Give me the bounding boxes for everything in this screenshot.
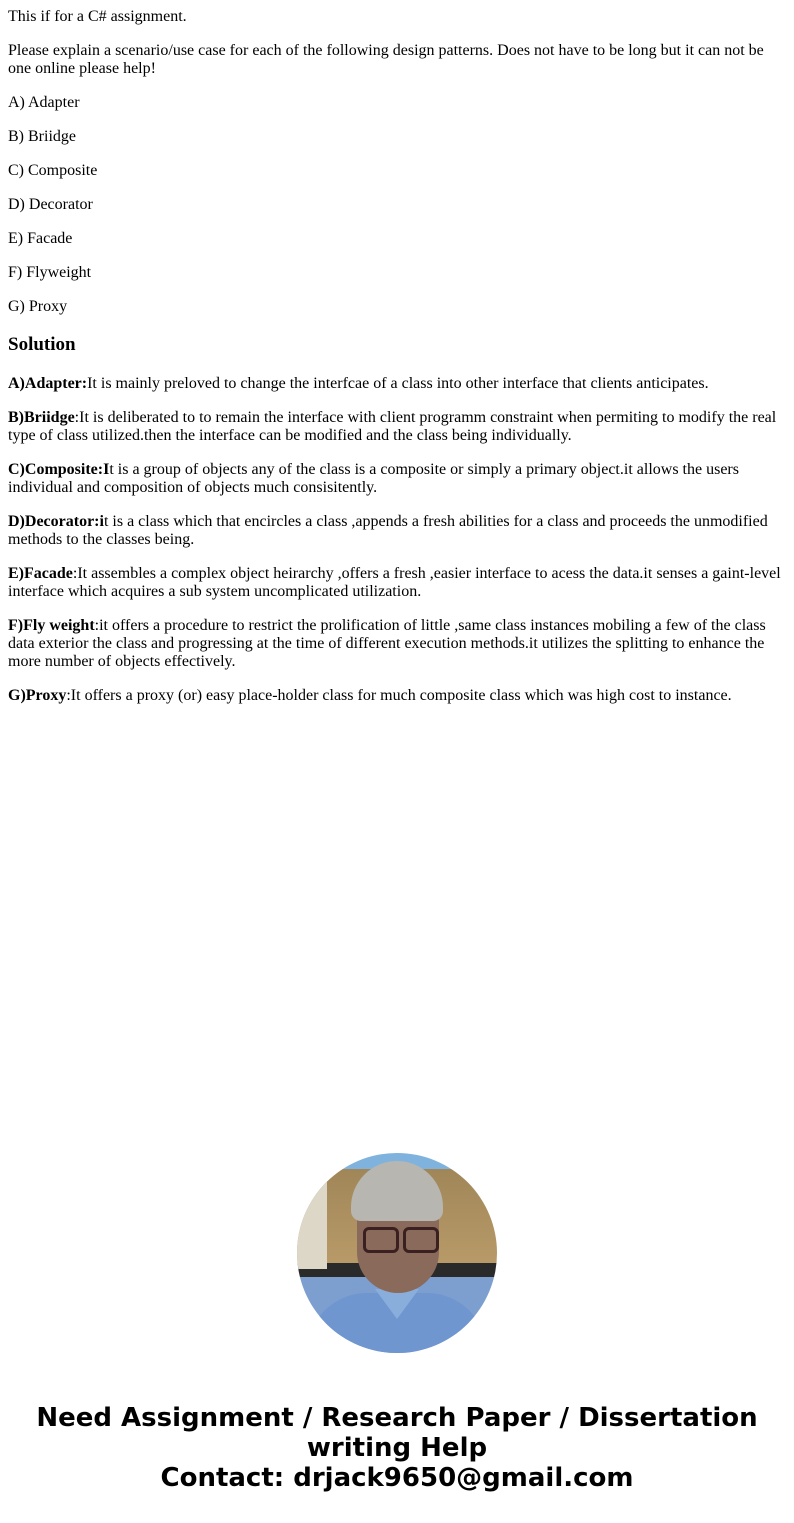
answer-decorator [8,513,786,549]
answer-label: G)Proxy [8,687,67,704]
answer-text: It is mainly preloved to change the interfcae of a class into other interface that clients anticipates. [87,375,709,392]
avatar-glasses-right [403,1227,439,1253]
answer-label: D)Decorator:i [8,513,104,530]
option-proxy: G) Proxy [8,298,68,315]
answer-text: :It offers a proxy (or) easy place-holder class for much composite class which was high cost to instance. [66,687,732,704]
avatar-hair [351,1161,443,1221]
answer-label: F)Fly weight [8,617,95,634]
answer-text: :It is deliberated to to remain the interface with client programm constraint when permiting to modify the real type of class utilized.then the interface can be modified and the class being individually. [8,409,777,444]
answer-text: t is a group of objects any of the class is a composite or simply a primary object.it allows the users individual and composition of objects much consisitently. [8,461,739,496]
promo-line-1: Need Assignment / Research Paper / Dissertation [36,1403,758,1433]
promo-banner [0,1403,794,1493]
question-intro: This if for a C# assignment. [8,8,187,25]
answer-text: :It assembles a complex object heirarchy ,offers a fresh ,easier interface to acess the data.it senses a gaint-level interface which acquires a sub system uncomplicated utilization. [8,565,781,600]
answer-bridge [8,409,786,445]
solution-heading: Solution [8,334,76,355]
tutor-avatar [297,1153,497,1353]
answer-text: t is a class which that encircles a class ,appends a fresh abilities for a class and proceeds the unmodified methods to the classes being. [8,513,768,548]
answer-composite [8,461,786,497]
answer-label: E)Facade [8,565,73,582]
option-facade: E) Facade [8,230,73,247]
answer-label: A)Adapter: [8,375,88,392]
option-decorator: D) Decorator [8,196,93,213]
answer-label: B)Briidge [8,409,75,426]
question-description: Please explain a scenario/use case for each of the following design patterns. Does not have to be long but it can not be one online please help! [8,42,764,77]
option-bridge: B) Briidge [8,128,76,145]
option-flyweight: F) Flyweight [8,264,92,281]
avatar-background-wall [297,1169,327,1269]
answer-text: :it offers a procedure to restrict the prolification of little ,same class instances mobiling a few of the class data exterior the class and progressing at the time of different execution methods.it utilizes the splitting to enhance the more number of objects effectively. [8,617,766,670]
answer-proxy [8,687,786,705]
answer-adapter [8,375,786,393]
answer-flyweight [8,617,786,671]
option-adapter: A) Adapter [8,94,80,111]
answer-label: C)Composite:I [8,461,110,478]
avatar-glasses-left [363,1227,399,1253]
promo-line-2: writing Help [306,1433,488,1463]
promo-contact: Contact: drjack9650@gmail.com [160,1463,634,1493]
answer-facade [8,565,786,601]
option-composite: C) Composite [8,162,98,179]
